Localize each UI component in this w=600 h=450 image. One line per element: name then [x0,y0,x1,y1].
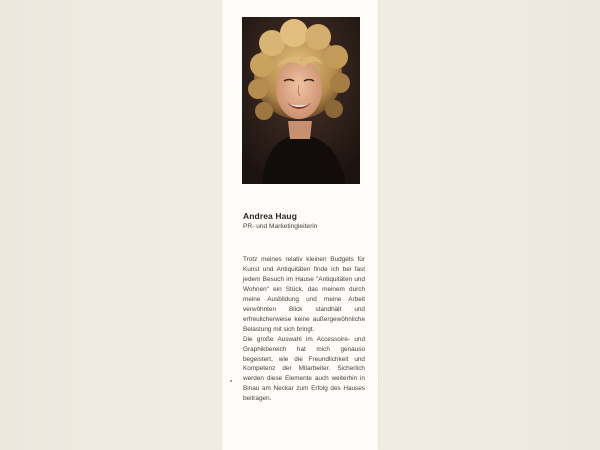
brochure-card [222,0,378,450]
person-role: PR- und Marketingleiterin [243,223,318,230]
print-speck [230,380,232,382]
portrait-photo [242,17,360,184]
portrait-illustration [242,17,360,184]
person-name: Andrea Haug [243,211,297,221]
testimonial-paragraph-2: Die große Auswahl im Accessoire- und Graphikbereich hat mich genauso begeistert, wie die Freundlichkeit und Kompetenz der Mitarbeiter. Sicherlich werden diese Elemente auch weiterhin in Binau am Neckar zum Erfolg des Hauses beitragen. [243,335,365,403]
testimonial-paragraph-1: Trotz meines relativ kleinen Budgets für Kunst und Antiquitäten finde ich bei fast jedem Besuch im Hause "Antiquitäten und Wohnen" ein Stück, das meinem durch meine Ausbildung und meine Arbeit verwöhnten Blick standhält und erfreulicherweise keine außergewöhnliche Belastung mit sich bringt. [243,256,365,333]
testimonial-text [243,255,365,404]
